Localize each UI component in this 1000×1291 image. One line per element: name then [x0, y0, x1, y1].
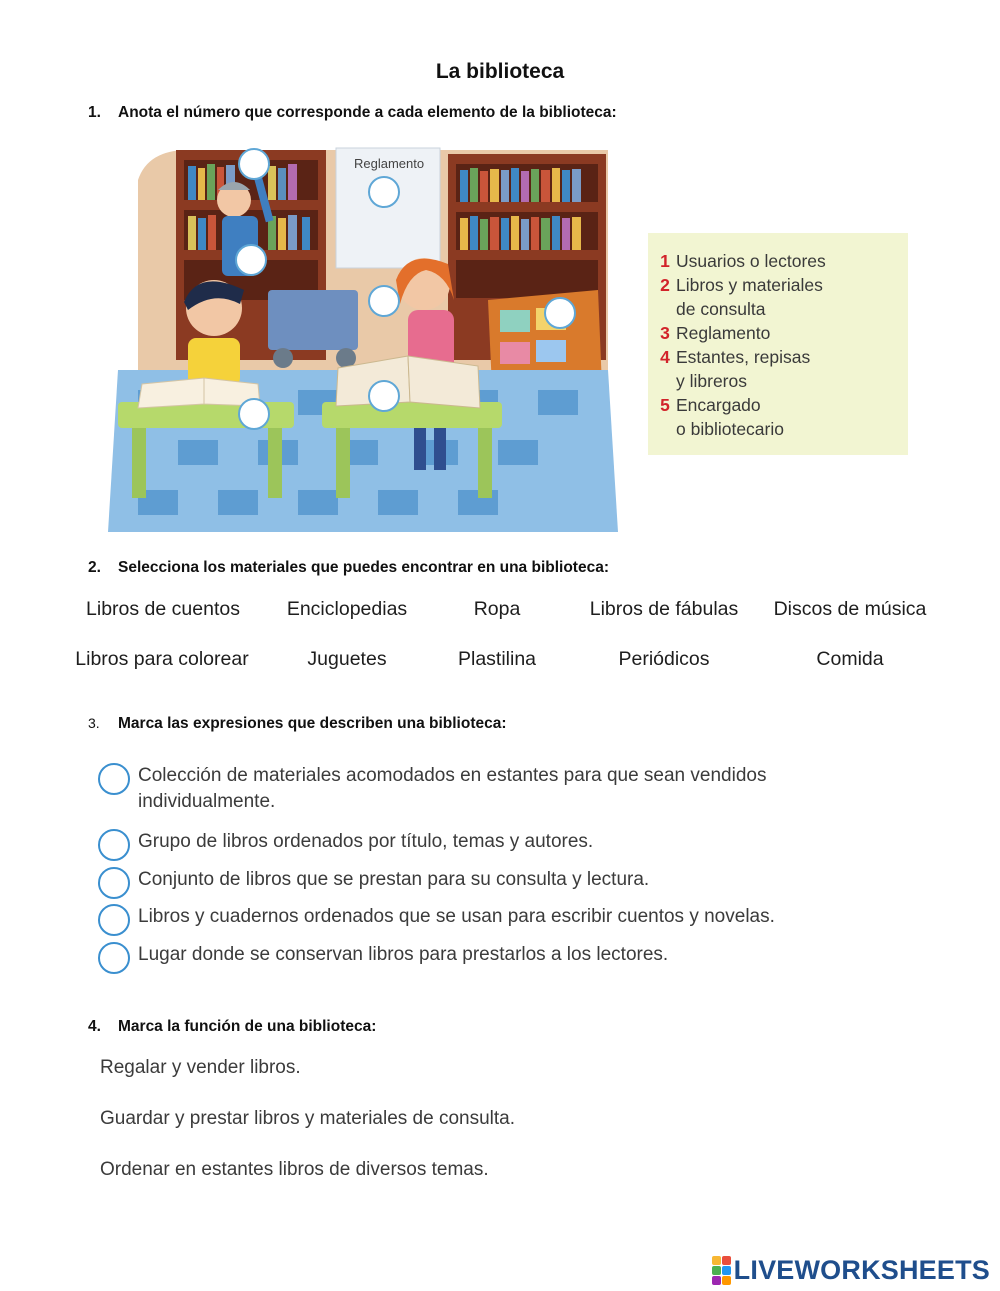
logo-text: LIVEWORKSHEETS: [733, 1255, 990, 1285]
legend-text: Reglamento: [676, 323, 771, 343]
material-option[interactable]: Periódicos: [618, 648, 710, 670]
description-checkbox[interactable]: [98, 829, 130, 861]
material-option[interactable]: Libros para colorear: [75, 648, 249, 670]
answer-circle-librarian-top[interactable]: [238, 148, 270, 180]
q1-heading: [88, 104, 617, 122]
material-option[interactable]: Plastilina: [457, 648, 537, 670]
legend-text: Estantes, repisas y libreros: [676, 347, 811, 391]
description-text: Conjunto de libros que se prestan para su consulta y lectura.: [138, 869, 650, 890]
material-option[interactable]: Libros de fábulas: [589, 598, 739, 620]
description-checkbox[interactable]: [98, 867, 130, 899]
material-option[interactable]: Enciclopedias: [286, 598, 408, 620]
answer-circle-shelf-right[interactable]: [544, 297, 576, 329]
q4-heading: [88, 1018, 376, 1036]
description-text: Grupo de libros ordenados por título, temas y autores.: [138, 831, 594, 852]
material-option[interactable]: Ropa: [473, 598, 521, 620]
legend-number: 4: [660, 347, 670, 367]
legend-item: [654, 273, 908, 321]
description-checkbox[interactable]: [98, 904, 130, 936]
legend-number: 3: [660, 323, 670, 343]
q4-heading-text: Marca la función de una biblioteca:: [118, 1018, 377, 1035]
liveworksheets-logo: [712, 1255, 990, 1286]
library-scene-image: [108, 140, 618, 532]
q4-number: 4.: [88, 1018, 101, 1035]
q3-heading: [88, 715, 507, 733]
answer-circle-book[interactable]: [368, 380, 400, 412]
answer-circle-reglamento[interactable]: [368, 176, 400, 208]
q3-heading-text: Marca las expresiones que describen una biblioteca:: [118, 715, 507, 732]
answer-circle-librarian[interactable]: [235, 244, 267, 276]
material-option[interactable]: Libros de cuentos: [86, 598, 240, 620]
library-illustration: [108, 140, 618, 532]
answer-circle-boy-desk[interactable]: [238, 398, 270, 430]
description-checkbox[interactable]: [98, 942, 130, 974]
description-checkbox[interactable]: [98, 763, 130, 795]
logo-icon: [712, 1256, 731, 1285]
q1-heading-text: Anota el número que corresponde a cada elemento de la biblioteca:: [118, 104, 617, 121]
q2-heading-text: Selecciona los materiales que puedes encontrar en una biblioteca:: [118, 559, 609, 576]
description-option: [98, 829, 898, 861]
description-text: Lugar donde se conservan libros para prestarlos a los lectores.: [138, 944, 669, 965]
reglamento-sign: Reglamento: [354, 156, 425, 171]
legend-item: [654, 321, 908, 345]
legend-item: [654, 249, 908, 273]
description-option: [98, 942, 898, 974]
answer-circle-girl[interactable]: [368, 285, 400, 317]
legend-box: [648, 233, 908, 455]
description-option: [98, 763, 898, 815]
material-option[interactable]: Discos de música: [773, 598, 927, 620]
legend-item: [654, 345, 908, 393]
function-option[interactable]: Regalar y vender libros.: [100, 1057, 301, 1078]
q2-number: 2.: [88, 559, 101, 576]
description-option: [98, 904, 898, 936]
description-text: Colección de materiales acomodados en estantes para que sean vendidos individualmente.: [138, 765, 767, 812]
material-option[interactable]: Comida: [816, 648, 884, 670]
q1-number: 1.: [88, 104, 101, 121]
legend-number: 1: [660, 251, 670, 271]
function-option[interactable]: Guardar y prestar libros y materiales de consulta.: [100, 1108, 516, 1129]
description-text: Libros y cuadernos ordenados que se usan para escribir cuentos y novelas.: [138, 906, 775, 927]
description-option: [98, 867, 898, 899]
legend-item: [654, 393, 908, 441]
legend-text: Libros y materiales de consulta: [676, 275, 823, 319]
legend-text: Usuarios o lectores: [676, 251, 826, 271]
legend-number: 5: [660, 395, 670, 415]
function-option[interactable]: Ordenar en estantes libros de diversos temas.: [100, 1159, 489, 1180]
legend-text: Encargado o bibliotecario: [676, 395, 784, 439]
legend-number: 2: [660, 275, 670, 295]
page-title: La biblioteca: [435, 60, 565, 83]
material-option[interactable]: Juguetes: [307, 648, 387, 670]
q3-number: 3.: [88, 715, 100, 731]
q2-heading: [88, 559, 609, 577]
